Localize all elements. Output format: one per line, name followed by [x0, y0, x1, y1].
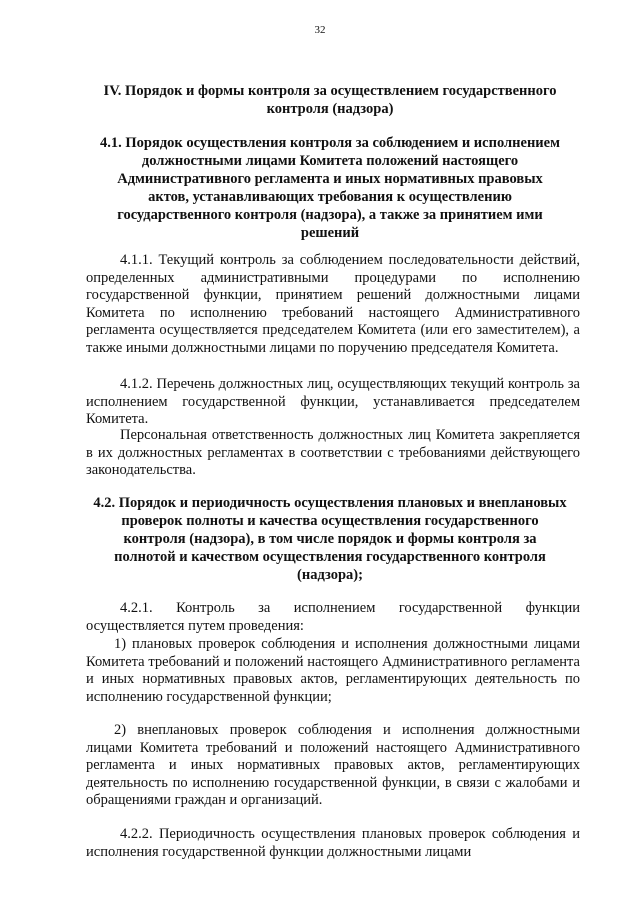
subsection-4-1-heading: 4.1. Порядок осуществления контроля за соблюдением и исполнением должностными лицами Комитета положений настоящего Административного регламента и иных нормативных правовых актов, устанавливающих требования к осуществлению государственного контроля (надзора), а также за принятием ими решений: [100, 135, 560, 241]
section-heading: IV. Порядок и формы контроля за осуществлением государственного контроля (надзора): [103, 83, 557, 117]
list-item-2: 2) внеплановых проверок соблюдения и исполнения должностными лицами Комитета требований и положений настоящего Административного регламента и иных нормативных правовых актов, регламентирующих деятельность по исполнению государственной функции, в связи с жалобами и обращениями граждан и организаций.: [86, 722, 580, 809]
paragraph-responsibility: Персональная ответственность должностных лиц Комитета закрепляется в их должностных регламентах в соответствии с требованиями действующего законодательства.: [86, 427, 580, 479]
paragraph-4-1-1: 4.1.1. Текущий контроль за соблюдением последовательности действий, определенных административными процедурами по исполнению государственной функции, принятием решений должностными лицами Комитета по исполнению требований настоящего Административного регламента осуществляется председателем Комитета (или его заместителем), а также иными должностными лицами по поручению председателя Комитета.: [86, 252, 580, 356]
paragraph-4-2-2: 4.2.2. Периодичность осуществления плановых проверок соблюдения и исполнения государственной функции должностными лицами: [86, 826, 580, 860]
list-item-1: 1) плановых проверок соблюдения и исполнения должностными лицами Комитета требований и положений настоящего Административного регламента и иных нормативных правовых актов, регламентирующих деятельность по исполнению государственной функции;: [86, 636, 580, 705]
subsection-4-2-heading: 4.2. Порядок и периодичность осуществления плановых и внеплановых проверок полноты и качества осуществления государственного контроля (надзора), в том числе порядок и формы контроля за полнотой и качеством осуществления государственного контроля (надзора);: [93, 495, 567, 583]
paragraph-4-1-2: 4.1.2. Перечень должностных лиц, осуществляющих текущий контроль за исполнением государственной функции, устанавливается председателем Комитета.: [86, 376, 580, 428]
paragraph-4-2-1: 4.2.1. Контроль за исполнением государственной функции осуществляется путем проведения:: [86, 600, 580, 634]
page-number: 32: [314, 24, 326, 36]
